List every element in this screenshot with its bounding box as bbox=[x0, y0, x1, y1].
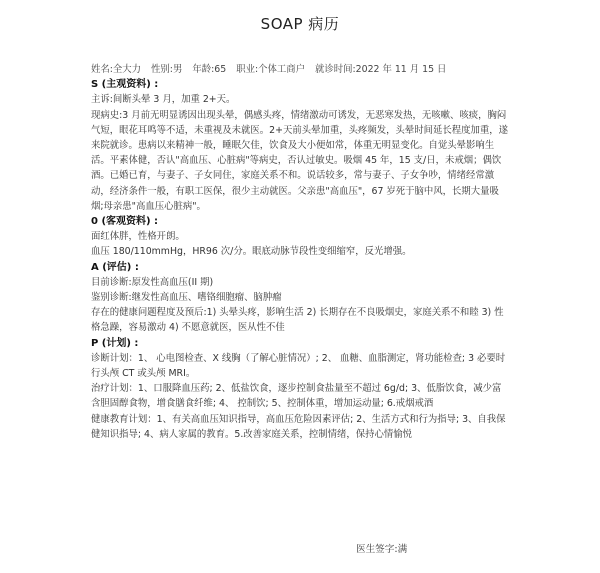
diagnosis-plan: 诊断计划：1、 心电图检查、X 线胸（了解心脏情况）; 2、 血糖、血脂测定，肾功能检查; 3 必要时行头颅 CT 或头颅 MRI。 bbox=[91, 352, 506, 380]
differential-diagnosis: 鉴别诊断:继发性高血压、嗜铬细胞瘤、脑肿瘤 bbox=[91, 292, 282, 304]
objective-line-1: 面红体胖，性格开朗。 bbox=[91, 231, 185, 243]
visit-date: 就诊时间:2022 年 11 月 15 日 bbox=[314, 64, 447, 75]
patient-sex: 性别:男 bbox=[151, 64, 183, 75]
treatment-plan: 治疗计划：1、口服降血压药; 2、低盐饮食，逐步控制食盐量至不超过 6g/d; 3、低脂饮食，减少富含胆固醇食物，增食膳食纤维; 4、 控制饮; 5、控制体重，增加运动量; 6.戒烟戒酒 bbox=[91, 383, 502, 410]
health-education-plan: 健康教育计划：1、有关高血压知识指导，高血压危险因素评估; 2、生活方式和行为指导; 3、自我保健知识指导; 4、病人家属的教育。5.改善家庭关系，控制情绪，保持心情愉悦 bbox=[91, 413, 506, 440]
doctor-signature: 医生签字:满 bbox=[356, 544, 408, 555]
section-a-heading: A (评估) : bbox=[91, 261, 139, 273]
patient-info-line bbox=[91, 62, 509, 77]
objective-line-2: 血压 180/110mmHg，HR96 次/分。眼底动脉节段性变细缩窄，反光增强。 bbox=[91, 246, 412, 258]
present-history: 现病史:3 月前无明显诱因出现头晕，偶感头疼，情绪激动可诱发，无恶寒发热，无咳嗽、咳痰，胸闷气短，眼花耳鸣等不适，未重视及未就医。2+天前头晕加重，头疼频发，头晕时间延长程度加重，遂来院就诊。患病以来精神一般，睡眠欠佳，饮食及大小便如常，体重无明显变化。自觉头晕影响生活。平素体健，否认"高血压、心脏病"等病史，否认过敏史。吸烟 45 年，15 支/日，未戒烟；偶饮酒。已婚已育，与妻子、子女同住，家庭关系不和。说话较多，常与妻子、子女争吵，情绪经常激动，经济条件一般，有职工医保，很少主动就医。父亲患"高血压"，67 岁死于脑中风，长期大量吸烟;母亲患"高血压心脏病"。 bbox=[91, 109, 508, 212]
section-p-heading: P (计划) : bbox=[91, 337, 139, 349]
chief-complaint: 主诉:间断头晕 3 月，加重 2+天。 bbox=[91, 94, 236, 106]
current-diagnosis: 目前诊断:原发性高血压(II 期) bbox=[91, 276, 214, 288]
document-body bbox=[91, 62, 509, 442]
page-title: SOAP 病历 bbox=[260, 15, 340, 33]
section-s-heading: S (主观资料) : bbox=[91, 79, 159, 91]
patient-job: 职业:个体工商户 bbox=[236, 64, 305, 75]
patient-name: 姓名:全大力 bbox=[91, 64, 142, 75]
section-o-heading: 0 (客观资料) : bbox=[91, 216, 159, 228]
patient-age: 年龄:65 bbox=[192, 64, 227, 75]
health-problems: 存在的健康问题程度及预后:1) 头晕头疼，影响生活 2) 长期存在不良吸烟史，家庭关系不和睦 3) 性格急躁，容易激动 4) 不愿意就医，医从性不佳 bbox=[91, 307, 504, 334]
